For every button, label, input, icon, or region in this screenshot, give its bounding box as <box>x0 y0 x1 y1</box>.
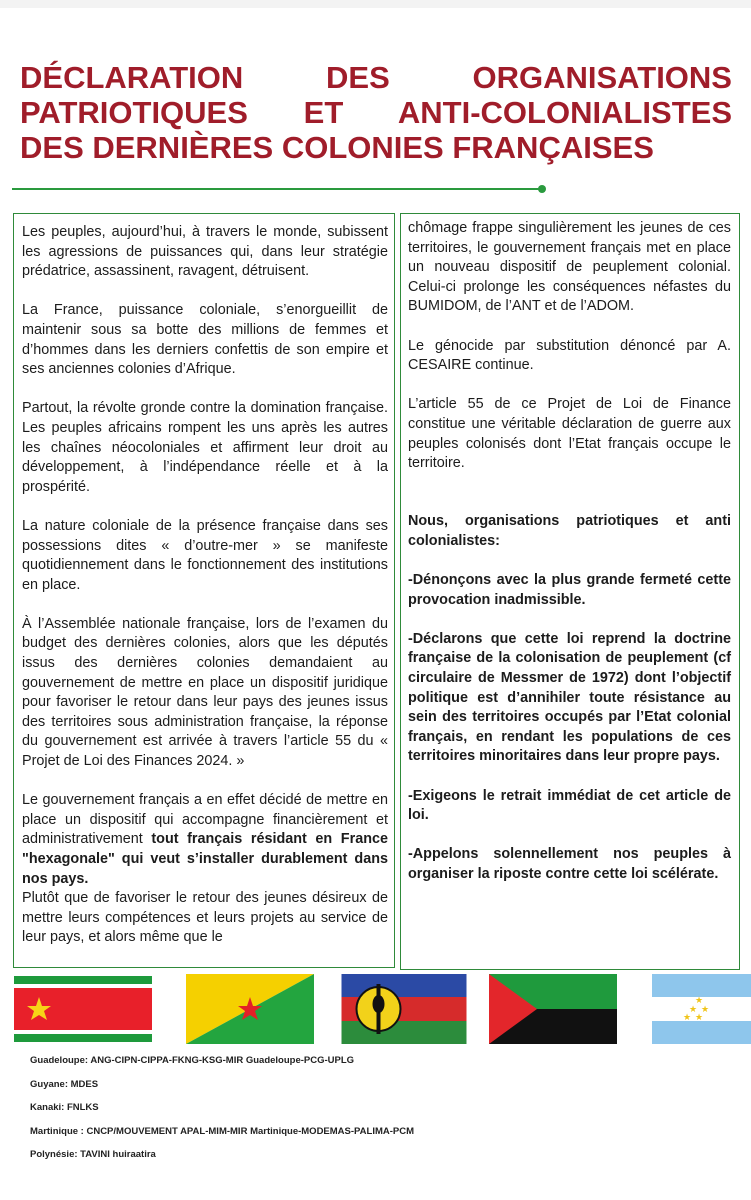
title-line-1: DÉCLARATION DES ORGANISATIONS <box>20 60 732 95</box>
resolution-call: -Appelons solennellement nos peuples à organiser la riposte contre cette loi scélérate. <box>408 846 731 882</box>
resolution-intro: Nous, organisations patriotiques et anti colonialistes: <box>408 513 731 549</box>
left-paragraph-6 <box>22 791 388 889</box>
left-paragraph-1: Les peuples, aujourd’hui, à travers le monde, subissent les agressions de puissances qui, dans leur stratégie prédatrice, assassinent, ravagent, détruisent. <box>22 224 388 280</box>
right-text-column <box>400 213 740 970</box>
svg-text:★: ★ <box>694 996 704 1006</box>
right-paragraph-1: chômage frappe singulièrement les jeunes de ces territoires, le gouvernement français met en place un nouveau dispositif de peuplement colonial. Celui-ci prolonge les conséquences néfastes du BUMIDOM, de l’ANT et de l’ADOM. <box>408 220 731 315</box>
org-kanaki: Kanaki: FNLKS <box>30 1102 99 1114</box>
polynesie-flag <box>635 974 751 1044</box>
svg-text:★: ★ <box>700 1005 710 1015</box>
org-martinique: Martinique : CNCP/MOUVEMENT APAL-MIM-MIR Martinique-MODEMAS-PALIMA-PCM <box>30 1125 415 1137</box>
left-paragraph-2: La France, puissance coloniale, s’enorgueillit de maintenir sous sa botte des millions de femmes et d’hommes dans les derniers confettis de son empire et ses anciennes colonies d’Afrique. <box>22 302 388 378</box>
kanaky-flag <box>335 974 473 1044</box>
left-paragraph-7: Plutôt que de favoriser le retour des jeunes désireux de mettre leurs compétences et leurs projets au service de leur pays, et alors même que le <box>22 890 388 946</box>
spacer <box>408 493 731 512</box>
guyane-flag <box>181 974 319 1044</box>
right-paragraph-2: Le génocide par substitution dénoncé par A. CESAIRE continue. <box>408 337 731 374</box>
svg-text:★: ★ <box>694 1013 704 1023</box>
title-line-3: DES DERNIÈRES COLONIES FRANÇAISES <box>20 130 654 165</box>
svg-text:★: ★ <box>682 1013 692 1023</box>
declaration-page <box>0 8 751 1200</box>
org-polynesie: Polynésie: TAVINI huiraatira <box>30 1149 156 1161</box>
right-paragraph-3: L’article 55 de ce Projet de Loi de Finance constitue une véritable déclaration de guerre aux peuples colonisés dont l’Etat français occupe le territoire. <box>408 396 731 472</box>
title-divider-dot <box>538 185 546 193</box>
left-paragraph-6-bold: tout français résidant en France "hexagonale" qui veut s’installer durablement dans nos pays. <box>22 831 388 887</box>
resolution-declare: -Déclarons que cette loi reprend la doctrine française de la colonisation de peuplement (cf circulaire de Messmer de 1972) dont l’objectif politique est d’annihiler toute résistance au sein des territoires occupés par l’Etat colonial français, en rendant les populations de ces territoires minoritaires dans leur propre pays. <box>408 630 731 765</box>
flags-row <box>0 974 751 1049</box>
signatory-organizations <box>30 1054 730 1172</box>
org-guyane: Guyane: MDES <box>30 1078 99 1090</box>
resolution-demand: -Exigeons le retrait immédiat de cet article de loi. <box>408 787 731 824</box>
resolution-denounce: -Dénonçons avec la plus grande fermeté cette provocation inadmissible. <box>408 572 731 608</box>
martinique-flag <box>484 974 622 1044</box>
org-guadeloupe: Guadeloupe: ANG-CIPN-CIPPA-FKNG-KSG-MIR Guadeloupe-PCG-UPLG <box>30 1055 355 1066</box>
svg-text:★: ★ <box>688 1005 698 1015</box>
declaration-title <box>20 60 732 165</box>
guadeloupe-flag <box>14 974 152 1044</box>
left-paragraph-3: Partout, la révolte gronde contre la domination française. Les peuples africains rompent les uns après les autres les chaînes néocoloniales et affirment leur droit au développement, à l’indépendance réelle et à la prospérité. <box>22 400 388 495</box>
left-paragraph-4: La nature coloniale de la présence française dans ses possessions dites « d’outre-mer » se manifeste quotidiennement dans le fonctionnement des institutions en place. <box>22 517 388 593</box>
title-line-2: PATRIOTIQUES ET ANTI-COLONIALISTES <box>20 95 732 130</box>
left-paragraph-5: À l’Assemblée nationale française, lors de l’examen du budget des dernières colonies, alors que les députés issus des dernières colonies demandaient au gouvernement de mettre en place un dispositif juridique pour favoriser le retour dans leur pays des jeunes issus des territoires sous administration française, la réponse du gouvernement est arrivée à travers l’article 55 du « Projet de Loi des Finances 2024. » <box>22 615 388 770</box>
left-paragraph-6-text: Le gouvernement français a en effet décidé de mettre en place un dispositif qui accompagne financièrement et administrativement <box>22 792 388 848</box>
title-divider <box>12 188 542 190</box>
left-text-column <box>13 213 395 968</box>
